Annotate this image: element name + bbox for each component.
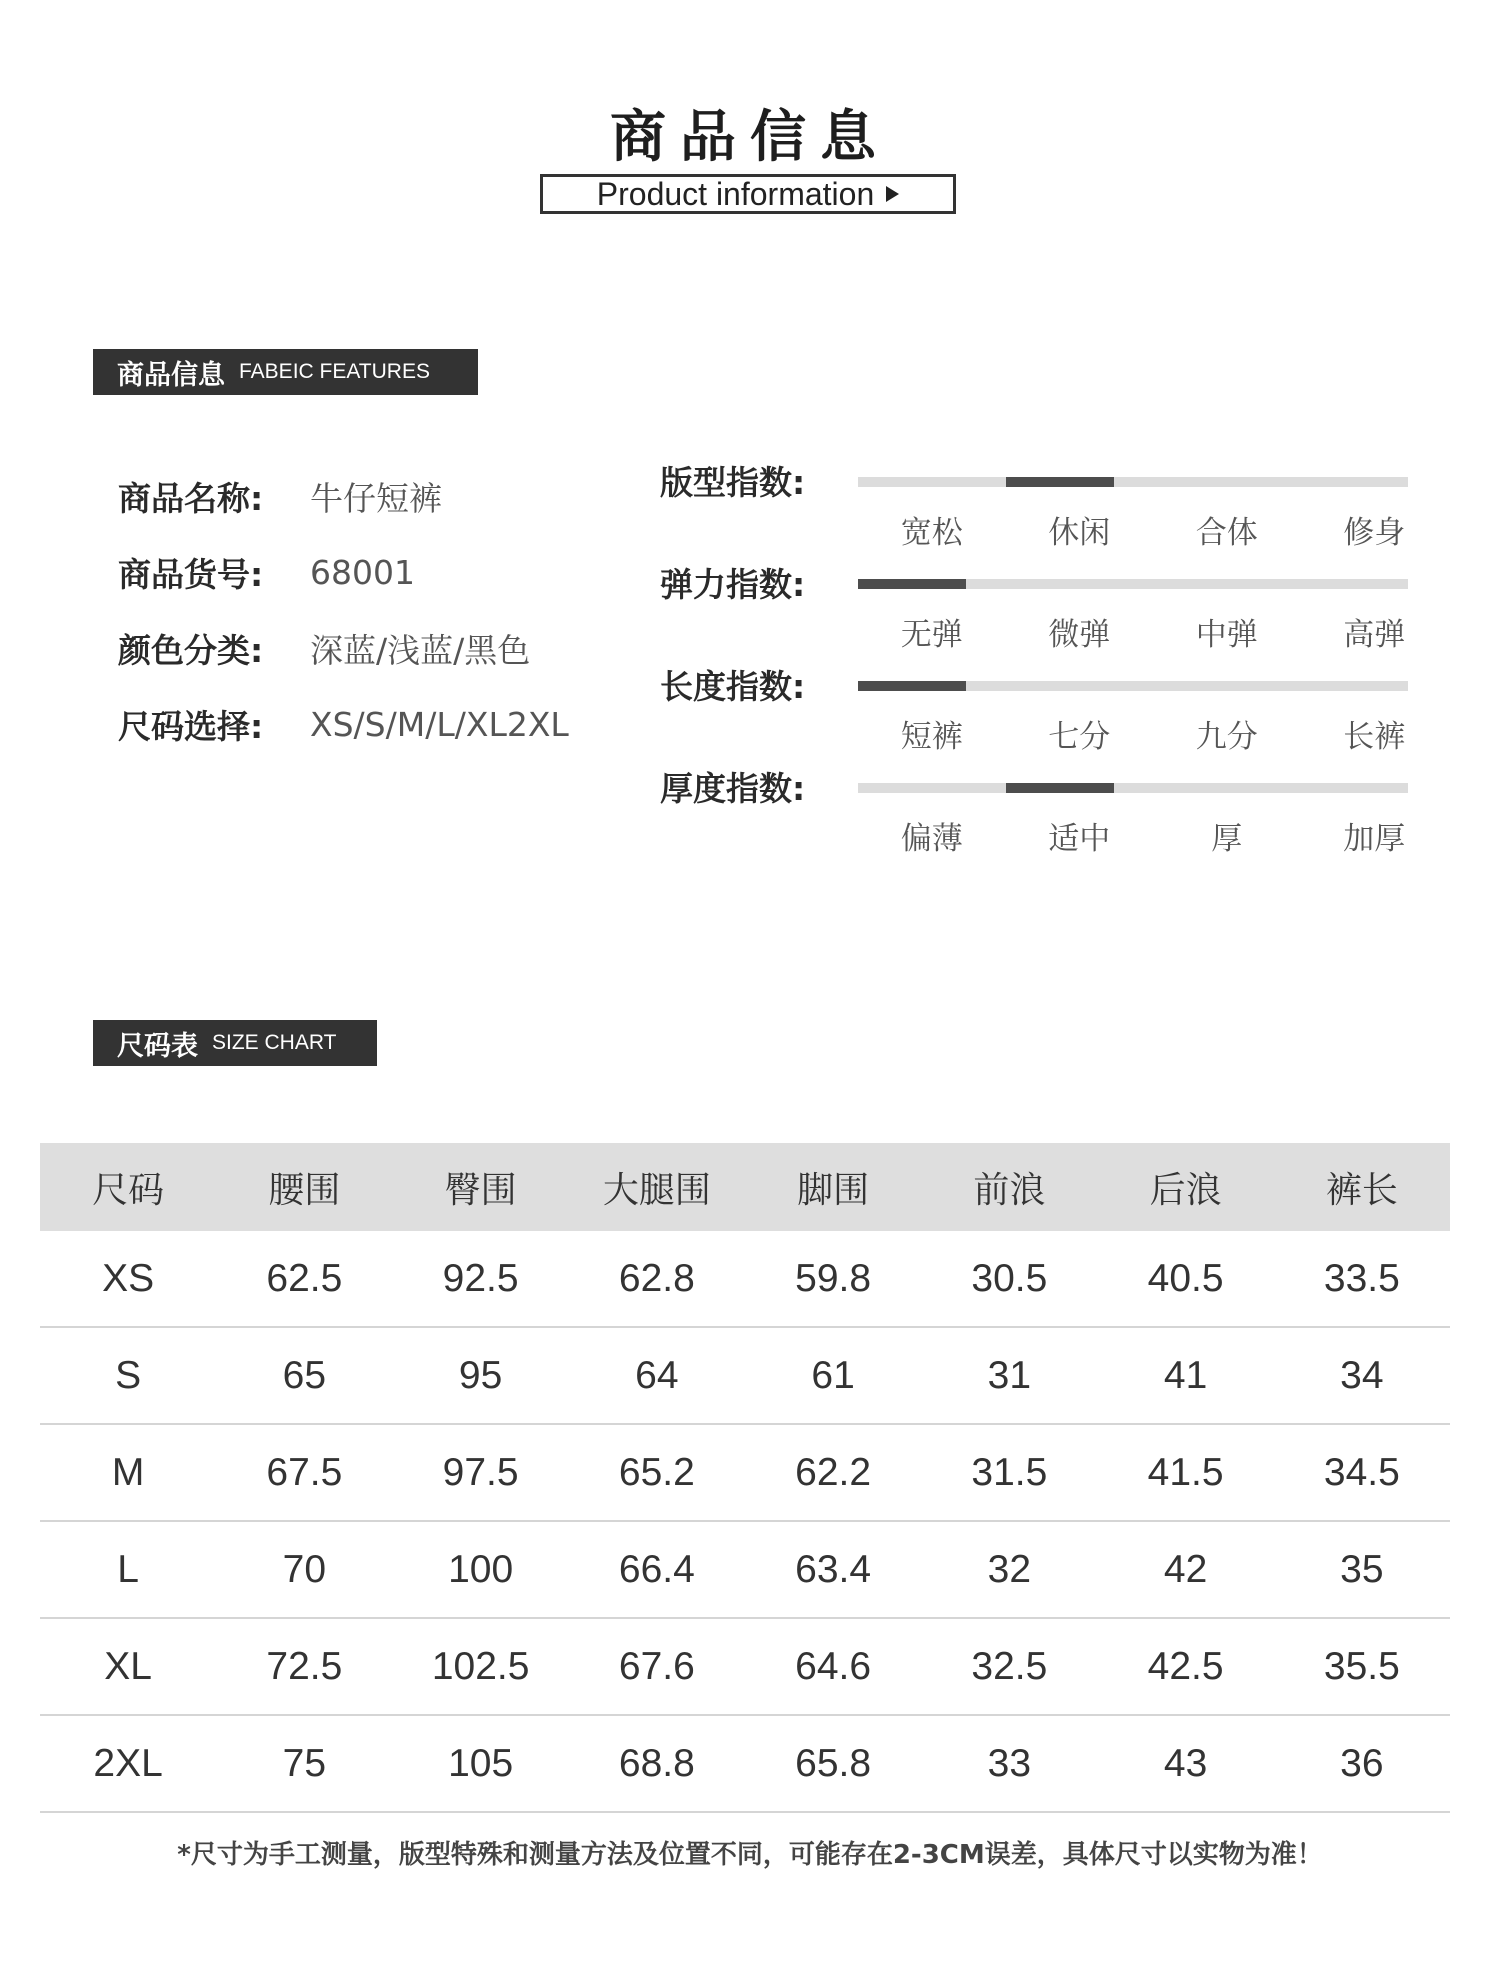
info-label: 商品名称: [118,478,264,518]
measurement-cell: 35 [1274,1521,1450,1618]
measurement-cell: 62.5 [216,1231,392,1327]
index-option: 长裤 [1343,719,1406,755]
column-header: 臀围 [393,1143,569,1231]
measurement-cell: 43 [1098,1715,1274,1812]
info-row-color [118,610,569,686]
index-option: 宽松 [900,515,963,551]
size-cell: S [40,1327,216,1424]
index-option: 加厚 [1343,821,1406,857]
size-cell: XL [40,1618,216,1715]
info-value: 68001 [310,552,415,592]
page-subtitle [540,174,956,214]
index-track [858,477,1408,487]
column-header: 脚围 [745,1143,921,1231]
index-option: 无弹 [900,617,963,653]
index-option: 九分 [1195,719,1258,755]
index-option: 休闲 [1048,515,1111,551]
measurement-cell: 30.5 [921,1231,1097,1327]
measurement-cell: 61 [745,1327,921,1424]
measurement-cell: 102.5 [393,1618,569,1715]
index-option: 厚 [1211,821,1243,857]
info-row-sku [118,534,569,610]
table-row [40,1618,1450,1715]
measurement-cell: 41.5 [1098,1424,1274,1521]
index-option: 偏薄 [900,821,963,857]
table-header-row [40,1143,1450,1231]
table-row [40,1521,1450,1618]
measurement-cell: 70 [216,1521,392,1618]
measurement-cell: 32 [921,1521,1097,1618]
measurement-cell: 33 [921,1715,1097,1812]
features-tag-zh: 商品信息 [117,359,225,391]
index-marker [858,681,966,691]
info-label: 商品货号: [118,554,264,594]
measurement-cell: 72.5 [216,1618,392,1715]
table-row [40,1327,1450,1424]
measurement-cell: 67.5 [216,1424,392,1521]
measurement-cell: 105 [393,1715,569,1812]
index-option: 七分 [1048,719,1111,755]
index-marker [858,579,966,589]
info-value: 深蓝/浅蓝/黑色 [310,630,531,670]
features-section-tag [93,349,478,395]
table-row [40,1424,1450,1521]
size-cell: 2XL [40,1715,216,1812]
index-marker [1006,477,1114,487]
measurement-cell: 62.2 [745,1424,921,1521]
table-row [40,1715,1450,1812]
play-icon [886,186,899,202]
measurement-cell: 34 [1274,1327,1450,1424]
features-tag-en: FABEIC FEATURES [239,360,430,383]
measurement-cell: 59.8 [745,1231,921,1327]
measurement-cell: 63.4 [745,1521,921,1618]
subtitle-text: Product information [596,175,875,212]
index-option: 微弹 [1048,617,1111,653]
measurement-cell: 100 [393,1521,569,1618]
measurement-cell: 64.6 [745,1618,921,1715]
index-label: 版型指数: [660,463,806,502]
measurement-cell: 65.8 [745,1715,921,1812]
measurement-cell: 65 [216,1327,392,1424]
info-value: 牛仔短裤 [310,478,442,518]
size-section-tag [93,1020,377,1066]
index-label: 长度指数: [660,667,806,706]
measurement-cell: 95 [393,1327,569,1424]
measurement-cell: 68.8 [569,1715,745,1812]
info-label: 颜色分类: [118,630,264,670]
measurement-cell: 64 [569,1327,745,1424]
measurement-cell: 40.5 [1098,1231,1274,1327]
index-track [858,579,1408,589]
index-track [858,681,1408,691]
measurement-cell: 42.5 [1098,1618,1274,1715]
info-value: XS/S/M/L/XL2XL [310,704,569,744]
index-option: 高弹 [1343,617,1406,653]
column-header: 后浪 [1098,1143,1274,1231]
column-header: 尺码 [40,1143,216,1231]
column-header: 前浪 [921,1143,1097,1231]
measurement-cell: 31.5 [921,1424,1097,1521]
column-header: 大腿围 [569,1143,745,1231]
measurement-cell: 66.4 [569,1521,745,1618]
product-info-list [118,458,569,762]
measurement-footnote: *尺寸为手工测量，版型特殊和测量方法及位置不同，可能存在2-3CM误差，具体尺寸以实物为准！ [177,1840,1323,1870]
measurement-cell: 32.5 [921,1618,1097,1715]
index-label: 弹力指数: [660,565,806,604]
measurement-cell: 41 [1098,1327,1274,1424]
measurement-cell: 92.5 [393,1231,569,1327]
index-option: 短裤 [900,719,963,755]
index-option: 中弹 [1195,617,1258,653]
measurement-cell: 97.5 [393,1424,569,1521]
measurement-cell: 35.5 [1274,1618,1450,1715]
size-chart-table [40,1143,1450,1813]
size-cell: XS [40,1231,216,1327]
index-option: 修身 [1343,515,1406,551]
size-cell: M [40,1424,216,1521]
measurement-cell: 36 [1274,1715,1450,1812]
index-marker [1006,783,1114,793]
info-row-name [118,458,569,534]
column-header: 裤长 [1274,1143,1450,1231]
measurement-cell: 33.5 [1274,1231,1450,1327]
index-track [858,783,1408,793]
info-label: 尺码选择: [118,706,264,746]
measurement-cell: 62.8 [569,1231,745,1327]
table-row [40,1231,1450,1327]
measurement-cell: 34.5 [1274,1424,1450,1521]
index-option: 合体 [1195,515,1258,551]
measurement-cell: 65.2 [569,1424,745,1521]
measurement-cell: 75 [216,1715,392,1812]
size-tag-zh: 尺码表 [117,1030,198,1062]
page-title: 商品信息 [610,105,890,170]
size-cell: L [40,1521,216,1618]
measurement-cell: 31 [921,1327,1097,1424]
measurement-cell: 42 [1098,1521,1274,1618]
index-option: 适中 [1048,821,1111,857]
measurement-cell: 67.6 [569,1618,745,1715]
info-row-size [118,686,569,762]
size-tag-en: SIZE CHART [212,1031,337,1054]
index-label: 厚度指数: [660,769,806,808]
column-header: 腰围 [216,1143,392,1231]
